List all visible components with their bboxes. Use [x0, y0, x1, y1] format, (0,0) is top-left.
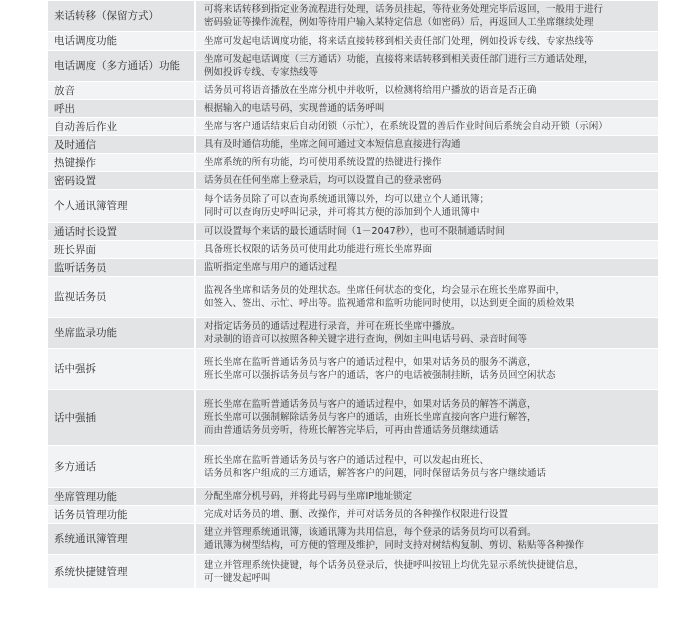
table-row [48, 524, 658, 555]
feature-name: 来话转移（保留方式） [48, 1, 196, 31]
description-line: 根据输入的电话号码，实现普通的话务呼叫 [204, 103, 385, 114]
description-line: 建立并管理系统快捷键，每个话务员登录后，快捷呼叫按钮上均优先显示系统快捷键信息， [204, 559, 585, 571]
table-row [48, 446, 658, 488]
description-line: 同时可以查询历史呼叫记录，并可将其方便的添加到个人通讯簿中 [204, 207, 480, 218]
description-line: 坐席与客户通话结束后自动闭锁（示忙），在系统设置的善后作业时间后系统会自动开锁（示闲） [204, 121, 608, 132]
description-line: 对录制的语音可以按照各种关键字进行查询，例如主叫电话号码、录音时间等 [204, 334, 528, 345]
description-line: 话务员可将语音播放在坐席分机中并收听，以检测将给用户播放的语音是否正确 [204, 85, 537, 96]
feature-description [196, 1, 658, 31]
feature-name: 监视话务员 [48, 277, 196, 317]
feature-description [196, 318, 658, 348]
description-line: 如签入、签出、示忙、呼出等。监视通常和监听功能同时使用，以达到更全面的质检效果 [204, 298, 575, 309]
table-row [48, 172, 658, 190]
table-row [48, 136, 658, 154]
feature-description [196, 524, 658, 554]
feature-description [196, 488, 658, 505]
table-row [48, 51, 658, 82]
table-row [48, 82, 658, 100]
description-line: 监视各坐席和话务员的处理状态。坐席任何状态的变化，均会显示在班长坐席界面中， [204, 285, 566, 296]
feature-name: 坐席监录功能 [48, 318, 196, 348]
feature-name: 通话时长设置 [48, 223, 196, 240]
description-line: 完成对话务员的增、删、改操作，并可对话务员的各种操作权限进行设置 [204, 509, 509, 520]
table-row [48, 32, 658, 51]
feature-name: 密码设置 [48, 172, 196, 189]
feature-name: 及时通信 [48, 136, 196, 153]
feature-name: 话务员管理功能 [48, 506, 196, 523]
feature-name: 自动善后作业 [48, 118, 196, 135]
table-row [48, 118, 658, 136]
feature-description [196, 154, 658, 171]
feature-table [48, 0, 658, 589]
feature-name: 班长界面 [48, 241, 196, 258]
feature-name: 电话调度功能 [48, 32, 196, 50]
feature-description [196, 506, 658, 523]
description-line: 分配坐席分机号码，并将此号码与坐席IP地址锁定 [204, 491, 413, 502]
feature-name: 话中强拆 [48, 349, 196, 389]
description-line: 具备班长权限的话务员可使用此功能进行班长坐席界面 [204, 244, 433, 255]
feature-description [196, 555, 658, 588]
feature-name: 放音 [48, 82, 196, 99]
description-line: 对指定话务员的通话过程进行录音，并可在班长坐席中播放。 [204, 321, 461, 332]
description-line: 可以设置每个来话的最长通话时间（1－2047秒），也可不限制通话时间 [204, 226, 505, 237]
feature-description [196, 82, 658, 99]
feature-name: 多方通话 [48, 446, 196, 487]
feature-name: 系统通讯簿管理 [48, 524, 196, 554]
description-line: 班长坐席在监听普通话务员与客户的通话过程中，如果对话务员的服务不满意， [204, 357, 537, 368]
feature-description [196, 100, 658, 117]
description-line: 例如投诉专线、专家热线等 [204, 67, 319, 78]
description-line: 通讯簿为树型结构，可方便的管理及维护，同时支持对树结构复制、剪切、粘贴等各种操作 [204, 540, 585, 551]
description-line: 坐席系统的所有功能，均可使用系统设置的热键进行操作 [204, 157, 442, 168]
description-line: 班长坐席可以强拆话务员与客户的通话，客户的电话被强制挂断，话务员回空闲状态 [204, 370, 556, 381]
table-row [48, 190, 658, 223]
feature-name: 话中强插 [48, 390, 196, 445]
table-row [48, 318, 658, 349]
feature-description [196, 223, 658, 240]
table-row [48, 390, 658, 446]
table-row [48, 488, 658, 506]
table-row [48, 259, 658, 277]
description-line: 班长坐席在监听普通话务员与客户的通话过程中，可以发起由班长、 [204, 454, 490, 466]
table-row [48, 277, 658, 318]
table-row [48, 223, 658, 241]
feature-description [196, 118, 658, 135]
feature-name: 监听话务员 [48, 259, 196, 276]
description-line: 坐席可发起电话调度（三方通话）功能，直接将来话转移到相关责任部门进行三方通话处理， [204, 54, 594, 65]
description-line: 班长坐席可以强制解除话务员与客户的通话，由班长坐席直接向客户进行解答， [204, 412, 537, 423]
feature-description [196, 51, 658, 81]
table-row [48, 555, 658, 589]
feature-description [196, 349, 658, 389]
description-line: 每个话务员除了可以查询系统通讯簿以外，均可以建立个人通讯簿； [204, 194, 490, 205]
description-line: 密码验证等操作流程，例如等待用户输入某特定信息（如密码）后，再返回人工坐席继续处理 [204, 17, 594, 28]
description-line: 可一键发起呼叫 [204, 572, 271, 584]
feature-name: 呼出 [48, 100, 196, 117]
feature-description [196, 259, 658, 276]
description-line: 坐席可发起电话调度功能，将来话直接转移到相关责任部门处理，例如投诉专线、专家热线等 [204, 35, 594, 47]
description-line: 班长坐席在监听普通话务员与客户的通话过程中，如果对话务员的解答不满意， [204, 399, 537, 410]
table-row [48, 1, 658, 32]
description-line: 而由普通话务员旁听，待班长解答完毕后，可再由普通话务员继续通话 [204, 425, 499, 436]
feature-description [196, 32, 658, 50]
feature-name: 坐席管理功能 [48, 488, 196, 505]
feature-description [196, 446, 658, 487]
feature-description [196, 390, 658, 445]
table-row [48, 241, 658, 259]
table-row [48, 154, 658, 172]
description-line: 可将来话转移到指定业务流程进行处理，话务员挂起，等待业务处理完毕后返回，一般用于进行 [204, 4, 604, 15]
feature-name: 热键操作 [48, 154, 196, 171]
feature-description [196, 190, 658, 222]
description-line: 具有及时通信功能，坐席之间可通过文本短信息直接进行沟通 [204, 139, 461, 150]
table-row [48, 349, 658, 390]
feature-name: 个人通讯簿管理 [48, 190, 196, 222]
table-row [48, 506, 658, 524]
feature-description [196, 172, 658, 189]
table-row [48, 100, 658, 118]
description-line: 话务员和客户组成的三方通话，解答客户的问题，同时保留话务员与客户继续通话 [204, 467, 547, 479]
feature-name: 电话调度（多方通话）功能 [48, 51, 196, 81]
feature-description [196, 136, 658, 153]
description-line: 建立并管理系统通讯簿，该通讯簿为共用信息，每个登录的话务员均可以看到。 [204, 527, 537, 538]
description-line: 话务员在任何坐席上登录后，均可以设置自己的登录密码 [204, 175, 442, 186]
description-line: 监听指定坐席与用户的通话过程 [204, 262, 338, 273]
feature-description [196, 241, 658, 258]
feature-description [196, 277, 658, 317]
feature-name: 系统快捷键管理 [48, 555, 196, 588]
